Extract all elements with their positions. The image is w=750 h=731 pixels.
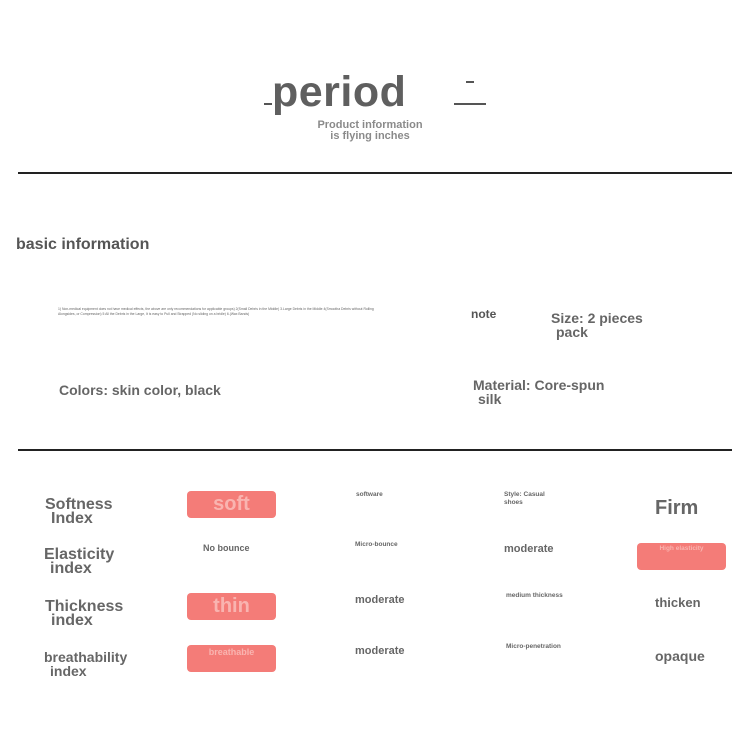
basic-info-heading: basic information <box>16 236 150 253</box>
softness-casual-shoes-cell: Style: Casual shoes <box>504 491 545 506</box>
size-line-1: Size: 2 pieces <box>551 310 643 326</box>
elasticity-micro-bounce-cell: Micro-bounce <box>355 541 398 548</box>
size-info <box>551 311 681 339</box>
thickness-moderate-cell: moderate <box>355 594 405 606</box>
disclaimer-fine-print: 1) Non-medical equipment does not have medical effects, the above are only recommendations for applicable groups) 2(Small Debris in the Middle) 3.Large Debris in the Middle 4(Smoothа Debris without Rolling Alongsides, or Compression) 5 All the Debris in the Large, It is easy to Pull and Strapped (No sliding on a bridle) 6.(Wax Bands) <box>58 307 374 316</box>
title-dash-right <box>454 103 486 105</box>
softness-firm-cell: Firm <box>655 497 699 519</box>
elasticity-moderate-cell: moderate <box>504 543 554 555</box>
breathability-micro-penetration-cell: Micro-penetration <box>506 643 561 650</box>
breathability-moderate-cell: moderate <box>355 645 405 657</box>
subtitle-line-1: Product information <box>317 119 423 131</box>
thickness-medium-cell: medium thickness <box>506 592 563 599</box>
elasticity-index-label: Elasticity index <box>44 546 115 577</box>
elasticity-no-bounce-cell: No bounce <box>203 543 250 553</box>
breathability-index-label: breathability index <box>44 649 128 679</box>
size-line-2: pack <box>556 324 588 340</box>
thickness-thicken-cell: thicken <box>655 595 701 610</box>
material-info <box>473 378 653 406</box>
elasticity-high-highlight: High elasticity <box>637 543 726 570</box>
note-label: note <box>471 307 497 321</box>
title-dash-left <box>264 103 272 105</box>
material-line-1: Material: Core-spun <box>473 377 605 393</box>
breathability-opaque-cell: opaque <box>655 648 705 664</box>
divider-bottom <box>18 449 732 451</box>
softness-soft-highlight: soft <box>187 491 276 518</box>
material-line-2: silk <box>478 391 502 407</box>
page-title: period <box>272 68 407 116</box>
softness-software-cell: software <box>356 491 383 498</box>
breathability-breathable-highlight: breathable <box>187 645 276 672</box>
subtitle-line-2: is flying inches <box>330 130 410 142</box>
divider-top <box>18 172 732 174</box>
softness-index-label: Softness Index <box>45 496 113 527</box>
page-subtitle <box>305 120 435 142</box>
thickness-thin-highlight: thin <box>187 593 276 620</box>
colors-info: Colors: skin color, black <box>59 382 221 398</box>
title-dash-top-right <box>466 81 474 83</box>
thickness-index-label: Thickness index <box>45 598 124 629</box>
